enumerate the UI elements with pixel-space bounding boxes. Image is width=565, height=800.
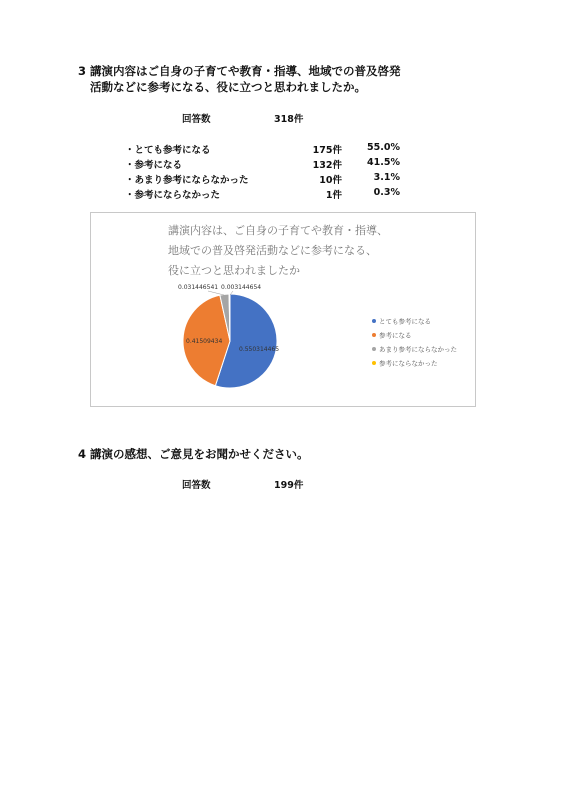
q3-option-row	[125, 157, 400, 171]
q4-heading: 4 講演の感想、ご意見をお聞かせください。	[78, 447, 309, 461]
legend-label: 参考になる	[379, 331, 412, 340]
pie-data-label: 0.550314465	[239, 346, 280, 353]
q3-option-row	[125, 172, 400, 186]
legend-label: 参考にならなかった	[379, 359, 438, 368]
legend-label: あまり参考にならなかった	[379, 345, 457, 354]
option-count: 1件	[325, 190, 342, 201]
option-percent: 41.5%	[367, 157, 400, 168]
pie-data-label: 0.003144654	[221, 284, 262, 291]
leader-line	[208, 291, 224, 295]
option-label: ・参考になる	[125, 160, 183, 171]
q4-response-value: 199件	[274, 480, 304, 491]
chart-title-line: 地域での普及啓発活動などに参考になる、	[168, 244, 377, 257]
q3-response-count	[182, 111, 382, 125]
option-percent: 0.3%	[373, 187, 400, 198]
pie-chart	[91, 213, 477, 408]
pie-chart-box	[90, 212, 476, 407]
option-label: ・参考にならなかった	[125, 190, 221, 201]
option-percent: 3.1%	[373, 172, 400, 183]
q4-response-count	[182, 477, 382, 491]
pie-data-label: 0.031446541	[178, 284, 219, 291]
q3-heading-line1: 3 講演内容はご自身の子育てや教育・指導、地域での普及啓発	[78, 64, 401, 78]
legend-marker	[372, 347, 376, 351]
chart-title-line: 役に立つと思われましたか	[168, 264, 300, 277]
q3-heading-line2: 活動などに参考になる、役に立つと思われましたか。	[90, 80, 366, 94]
chart-title-line: 講演内容は、ご自身の子育てや教育・指導、	[168, 224, 388, 237]
legend-marker	[372, 319, 376, 323]
option-count: 175件	[312, 145, 342, 156]
q3-response-value: 318件	[274, 114, 304, 125]
pie-data-label: 0.41509434	[186, 338, 223, 345]
q4-response-label: 回答数	[182, 480, 211, 491]
q3-response-label: 回答数	[182, 114, 211, 125]
option-label: ・とても参考になる	[125, 145, 211, 156]
option-count: 10件	[319, 175, 342, 186]
option-count: 132件	[312, 160, 342, 171]
q3-option-row	[125, 142, 400, 156]
option-label: ・あまり参考にならなかった	[125, 175, 249, 186]
q3-option-row	[125, 187, 400, 201]
option-percent: 55.0%	[367, 142, 400, 153]
legend-marker	[372, 333, 376, 337]
legend-marker	[372, 361, 376, 365]
legend-label: とても参考になる	[379, 317, 431, 326]
